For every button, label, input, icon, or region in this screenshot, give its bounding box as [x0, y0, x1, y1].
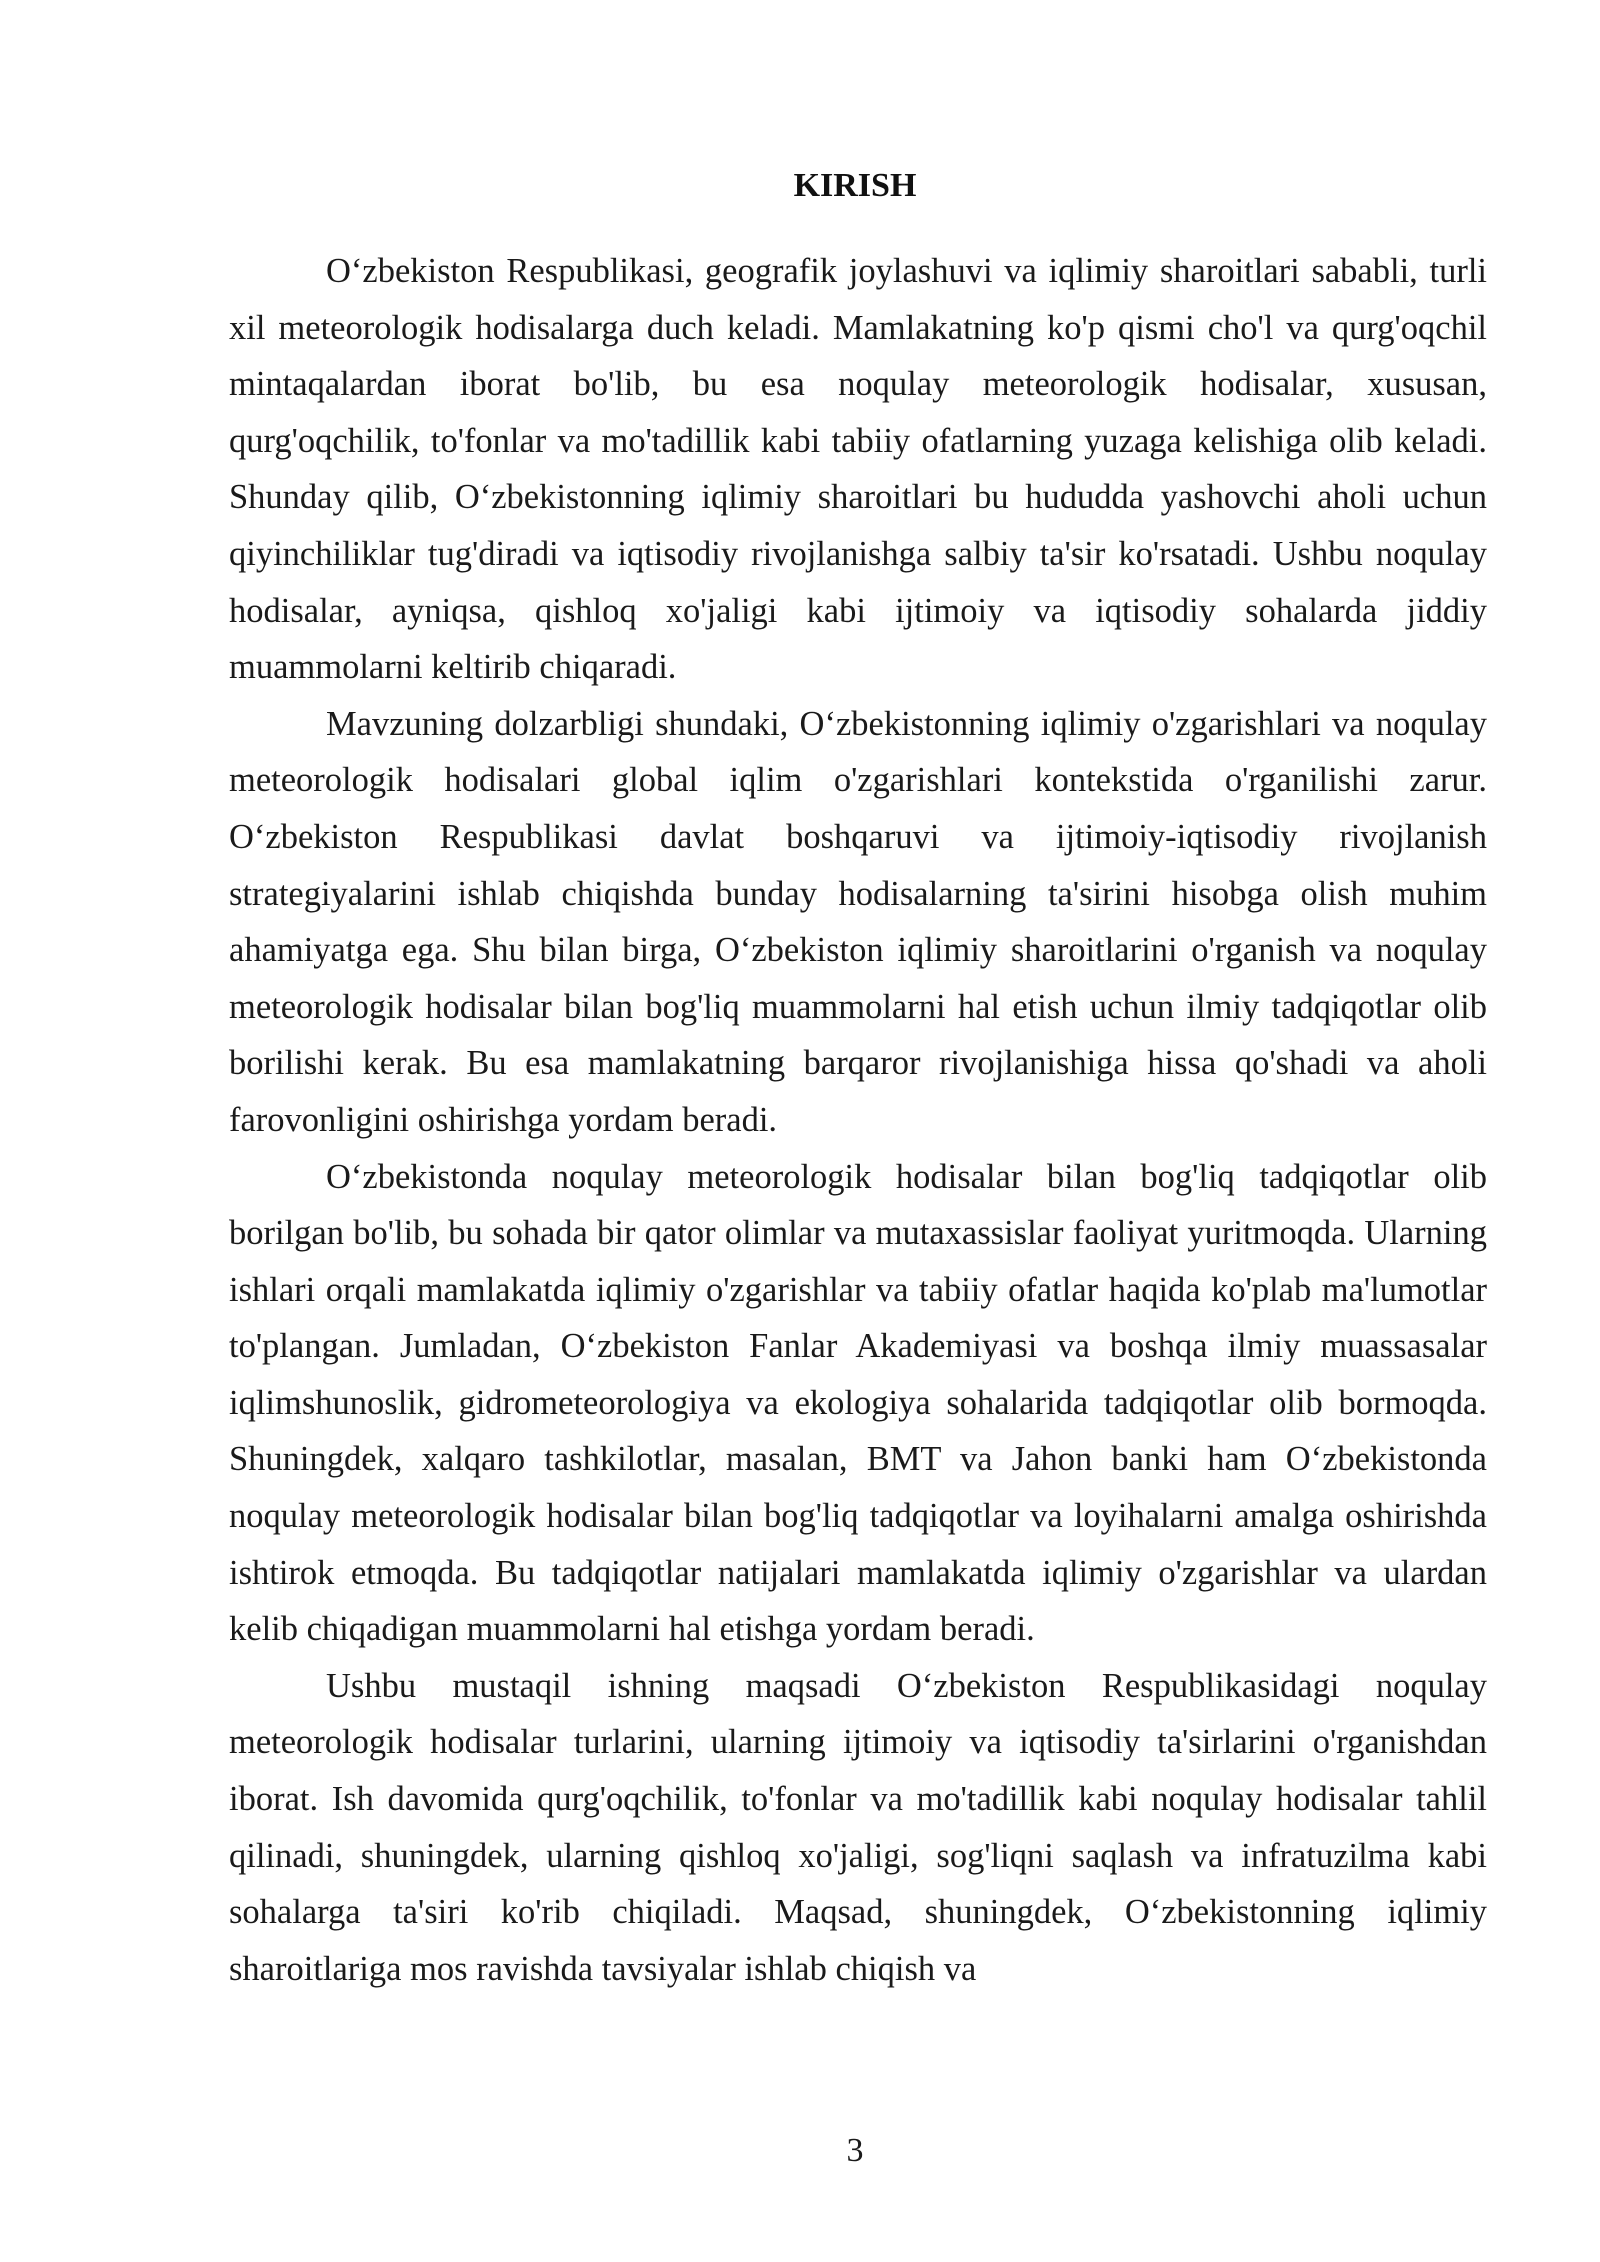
paragraph-2: Mavzuning dolzarbligi shundaki, O‘zbekistonning iqlimiy o'zgarishlari va noqulay meteorologik hodisalari global iqlim o'zgarishlari kontekstida o'rganilishi zarur. O‘zbekiston Respublikasi davlat boshqaruvi va ijtimoiy-iqtisodiy rivojlanish strategiyalarini ishlab chiqishda bunday hodisalarning ta'sirini hisobga olish muhim ahamiyatga ega. Shu bilan birga, O‘zbekiston iqlimiy sharoitlarini o'rganish va noqulay meteorologik hodisalar bilan bog'liq muammolarni hal etish uchun ilmiy tadqiqotlar olib borilishi kerak. Bu esa mamlakatning barqaror rivojlanishiga hissa qo'shadi va aholi farovonligini oshirishga yordam beradi.	[229, 704, 1487, 1139]
body-text	[229, 243, 1487, 1997]
paragraph-4: Ushbu mustaqil ishning maqsadi O‘zbekiston Respublikasidagi noqulay meteorologik hodisalar turlarini, ularning ijtimoiy va iqtisodiy ta'sirlarini o'rganishdan iborat. Ish davomida qurg'oqchilik, to'fonlar va mo'tadillik kabi noqulay hodisalar tahlil qilinadi, shuningdek, ularning qishloq xo'jaligi, sog'liqni saqlash va infratuzilma kabi sohalarga ta'siri ko'rib chiqiladi. Maqsad, shuningdek, O‘zbekistonning iqlimiy sharoitlariga mos ravishda tavsiyalar ishlab chiqish va	[229, 1666, 1487, 1988]
paragraph-3: O‘zbekistonda noqulay meteorologik hodisalar bilan bog'liq tadqiqotlar olib borilgan bo'lib, bu sohada bir qator olimlar va mutaxassislar faoliyat yuritmoqda. Ularning ishlari orqali mamlakatda iqlimiy o'zgarishlar va tabiiy ofatlar haqida ko'plab ma'lumotlar to'plangan. Jumladan, O‘zbekiston Fanlar Akademiyasi va boshqa ilmiy muassasalar iqlimshunoslik, gidrometeorologiya va ekologiya sohalarida tadqiqotlar olib bormoqda. Shuningdek, xalqaro tashkilotlar, masalan, BMT va Jahon banki ham O‘zbekistonda noqulay meteorologik hodisalar bilan bog'liq tadqiqotlar va loyihalarni amalga oshirishda ishtirok etmoqda. Bu tadqiqotlar natijalari mamlakatda iqlimiy o'zgarishlar va ulardan kelib chiqadigan muammolarni hal etishga yordam beradi.	[229, 1157, 1487, 1649]
page-number: 3	[846, 2132, 864, 2169]
paragraph-1: O‘zbekiston Respublikasi, geografik joylashuvi va iqlimiy sharoitlari sababli, turli xil meteorologik hodisalarga duch keladi. Mamlakatning ko'p qismi cho'l va qurg'oqchil mintaqalardan iborat bo'lib, bu esa noqulay meteorologik hodisalar, xususan, qurg'oqchilik, to'fonlar va mo'tadillik kabi tabiiy ofatlarning yuzaga kelishiga olib keladi. Shunday qilib, O‘zbekistonning iqlimiy sharoitlari bu hududda yashovchi aholi uchun qiyinchiliklar tug'diradi va iqtisodiy rivojlanishga salbiy ta'sir ko'rsatadi. Ushbu noqulay hodisalar, ayniqsa, qishloq xo'jaligi kabi ijtimoiy va iqtisodiy sohalarda jiddiy muammolarni keltirib chiqaradi.	[229, 252, 1487, 687]
page-title: KIRISH	[793, 167, 917, 204]
